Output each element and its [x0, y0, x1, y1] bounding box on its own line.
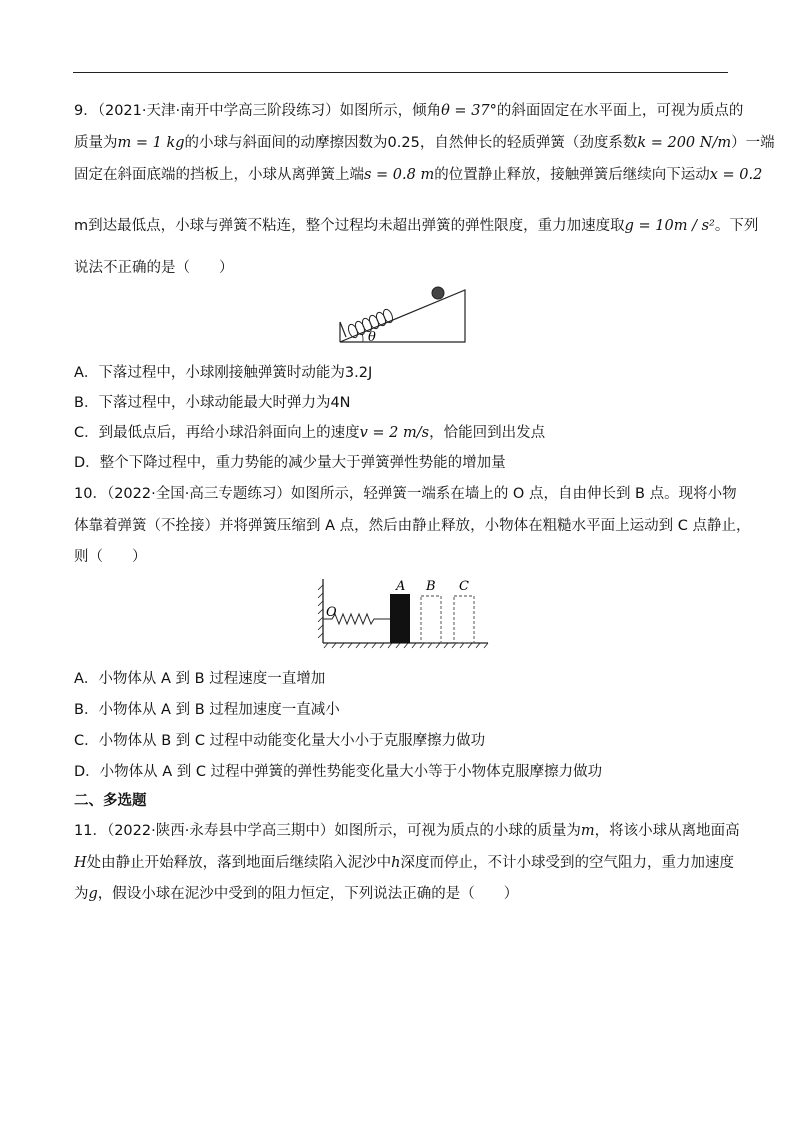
header-rule [73, 72, 728, 73]
q9-line-1: 9．（2021·天津·南开中学高三阶段练习）如图所示，倾角θ = 37°的斜面固定在水平面上，可视为质点的 [74, 103, 744, 119]
q10-line-2: 体靠着弹簧（不拴接）并将弹簧压缩到 A 点，然后由静止释放，小物体在粗糙水平面上运动到 C 点静止， [74, 518, 751, 534]
math-H: H [74, 855, 87, 871]
q10-line-3: 则（ ） [74, 549, 147, 565]
math-h: h [391, 855, 401, 871]
math-x: x = 0.2 [709, 167, 763, 183]
block-b-outline [421, 596, 441, 643]
q9-line-3: 固定在斜面底端的挡板上，小球从离弹簧上端s = 0.8 m的位置静止释放，接触弹簧后继续向下运动x = 0.2 [74, 167, 763, 183]
label-b: B [426, 579, 436, 594]
q10-option-c: C．小物体从 B 到 C 过程中动能变化量大小小于克服摩擦力做功 [74, 733, 486, 749]
q9-line-5: 说法不正确的是（ ） [74, 260, 234, 276]
q9-option-a: A．下落过程中，小球刚接触弹簧时动能为3.2J [74, 365, 373, 381]
math-theta: θ = 37° [441, 103, 497, 119]
label-o: O [326, 605, 337, 620]
block-a [390, 594, 410, 643]
section-heading: 二、多选题 [74, 793, 147, 809]
q9-incline-figure [335, 282, 470, 347]
math-g2: g [88, 886, 98, 902]
math-v: v = 2 m/s [359, 425, 430, 441]
q10-option-d: D．小物体从 A 到 C 过程中弹簧的弹性势能变化量大小等于小物体克服摩擦力做功 [74, 764, 603, 780]
ball-icon [432, 287, 444, 299]
q11-line-3: 为g，假设小球在泥沙中受到的阻力恒定，下列说法正确的是（ ） [74, 886, 519, 902]
math-k: k = 200 N/m [637, 135, 732, 151]
q10-option-b: B．小物体从 A 到 B 过程加速度一直减小 [74, 702, 340, 718]
math-m: m [580, 823, 595, 839]
q11-line-2: H处由静止开始释放，落到地面后继续陷入泥沙中h深度而停止，不计小球受到的空气阻力，重力加速度 [74, 855, 734, 871]
q9-line-2: 质量为m = 1 kg的小球与斜面间的动摩擦因数为0.25，自然伸长的轻质弹簧（劲度系数k = 200 N/m）一端 [74, 135, 775, 151]
label-c: C [459, 579, 469, 594]
q9-option-b: B．下落过程中，小球动能最大时弹力为4N [74, 395, 351, 411]
q10-option-a: A．小物体从 A 到 B 过程速度一直增加 [74, 671, 326, 687]
label-a: A [396, 579, 406, 594]
q9-option-d: D．整个下降过程中，重力势能的减少量大于弹簧弹性势能的增加量 [74, 455, 506, 471]
math-s: s = 0.8 m [364, 167, 435, 183]
q9-line-4: m到达最低点，小球与弹簧不粘连，整个过程均未超出弹簧的弹性限度，重力加速度取g = 10m / s²。下列 [74, 218, 759, 234]
q10-line-1: 10．（2022·全国·高三专题练习）如图所示，轻弹簧一端系在墙上的 O 点，自由伸长到 B 点。现将小物 [74, 486, 737, 502]
q9-option-c: C．到最低点后，再给小球沿斜面向上的速度v = 2 m/s，恰能回到出发点 [74, 425, 546, 441]
q10-spring-block-figure [318, 575, 493, 650]
q11-line-1: 11．（2022·陕西·永寿县中学高三期中）如图所示，可视为质点的小球的质量为m，将该小球从离地面高 [74, 823, 740, 839]
math-mass: m = 1 kg [117, 135, 185, 151]
math-g: g = 10m / s² [624, 218, 715, 234]
block-c-outline [454, 596, 474, 643]
angle-label: θ [368, 330, 376, 345]
